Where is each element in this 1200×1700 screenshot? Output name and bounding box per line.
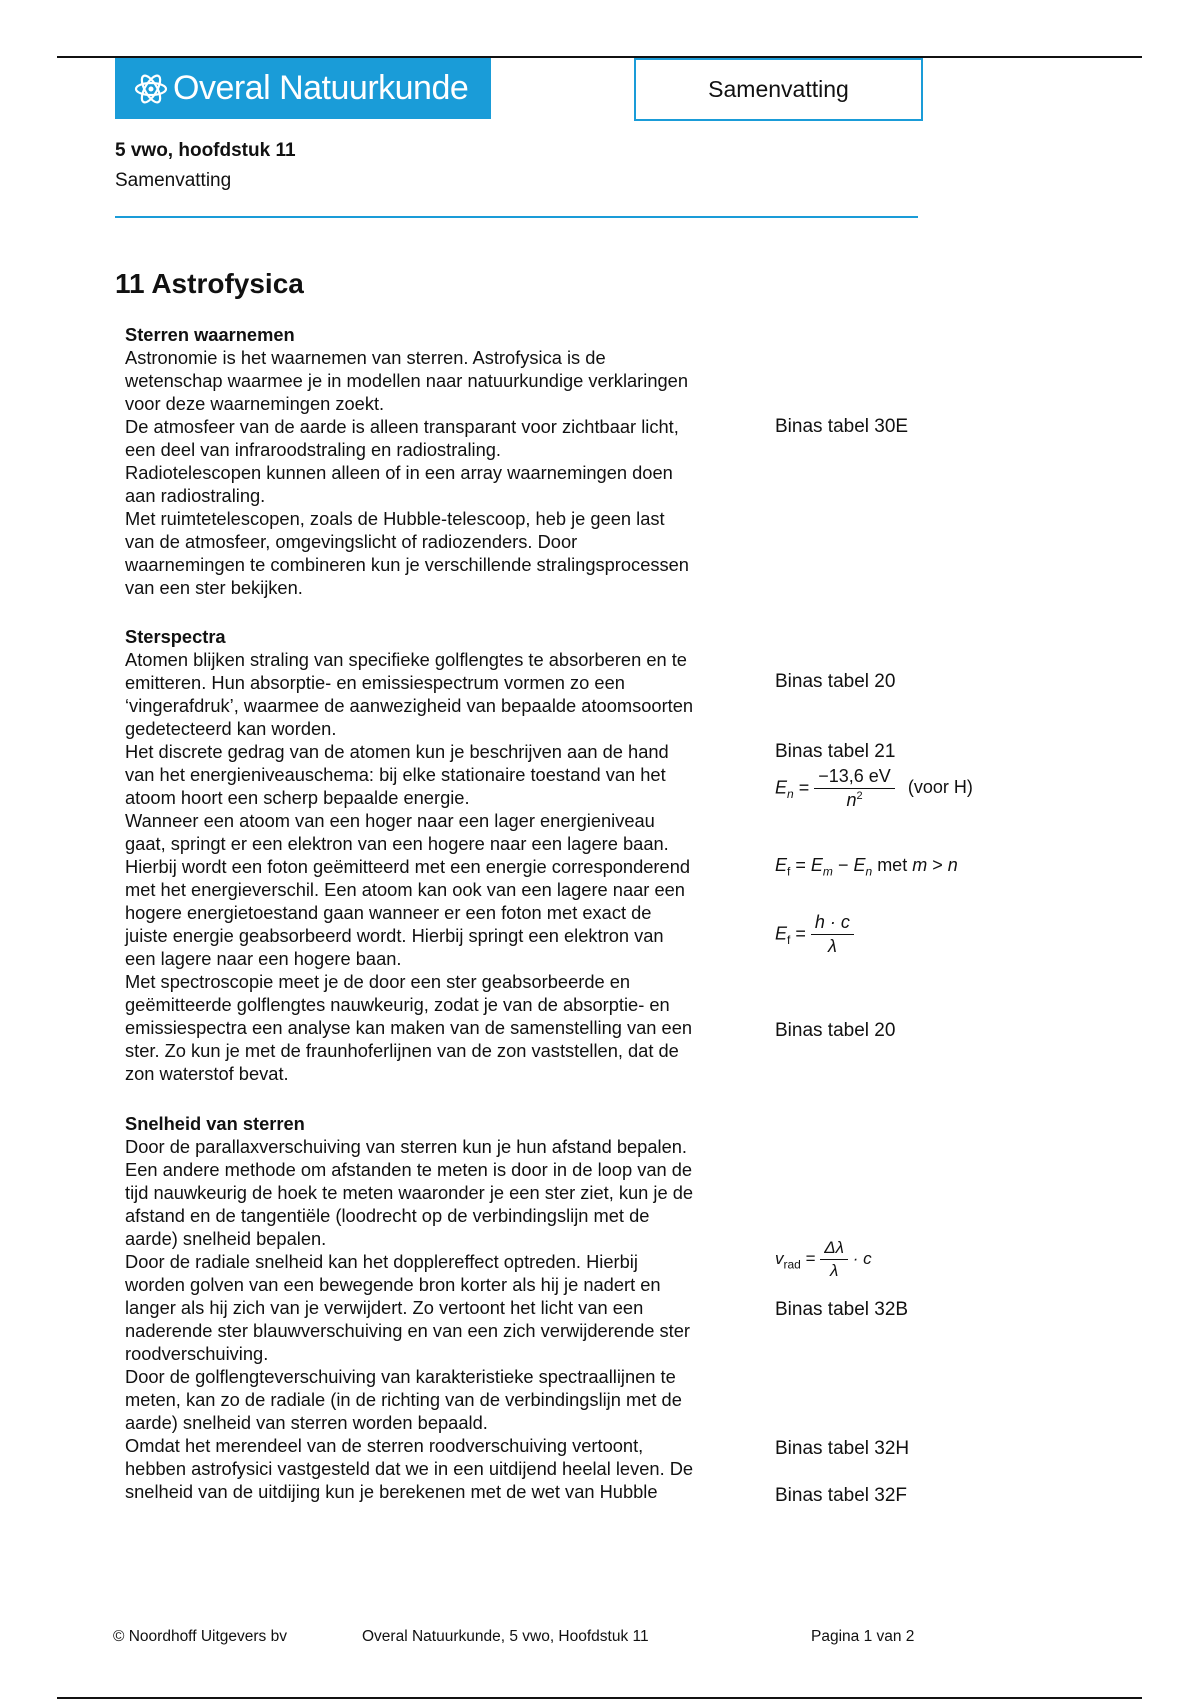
text-line: meten, kan zo de radiale (in de richting van de verbindingslijn met de: [125, 1389, 682, 1410]
binas-ref: Binas tabel 20: [775, 671, 896, 692]
text-line: met het energieverschil. Een atoom kan ook van een lagere naar een: [125, 879, 685, 900]
text-line: hebben astrofysici vastgesteld dat we in een uitdijend heelal leven. De: [125, 1458, 694, 1479]
text-line: afstand en de tangentiële (loodrecht op de verbindingslijn met de: [125, 1205, 650, 1226]
text-line: een deel van infraroodstraling en radiostraling.: [125, 439, 502, 460]
text-line: aarde) snelheid van sterren worden bepaald.: [125, 1412, 488, 1433]
text-line: ‘vingerafdruk’, waarmee de aanwezigheid van bepaalde atoomsoorten: [125, 695, 694, 716]
text-line: Door de golflengteverschuiving van karakteristieke spectraallijnen te: [125, 1366, 676, 1387]
binas-ref: Binas tabel 32F: [775, 1485, 908, 1506]
text-line: wetenschap waarmee je in modellen naar natuurkundige verklaringen: [125, 370, 688, 391]
doc-type: Samenvatting: [115, 170, 232, 191]
footer-book: Overal Natuurkunde, 5 vwo, Hoofdstuk 11: [362, 1628, 649, 1645]
section-heading: Sterren waarnemen: [125, 324, 295, 345]
text-line: langer als hij zich van je verwijdert. Zo vertoont het licht van een: [125, 1297, 644, 1318]
binas-ref: Binas tabel 21: [775, 741, 896, 762]
class-line: 5 vwo, hoofdstuk 11: [115, 140, 296, 161]
photon-energy-difference-formula: $E_f = E_m - E_n$ met m > n: [775, 855, 958, 879]
text-line: gedetecteerd kan worden.: [125, 718, 337, 739]
atom-icon: [133, 71, 169, 107]
text-line: ster. Zo kun je met de fraunhoferlijnen van de zon vaststellen, dat de: [125, 1040, 679, 1061]
text-line: worden golven van een bewegende bron korter als hij je nadert en: [125, 1274, 661, 1295]
text-line: geëmitteerde golflengtes nauwkeurig, zodat je van de absorptie- en: [125, 994, 670, 1015]
energy-level-formula: $E_n$ = $\frac{-13,6 eV}{n^2}$ (voor H): [775, 766, 973, 810]
text-line: van een ster bekijken.: [125, 577, 303, 598]
section-heading: Snelheid van sterren: [125, 1113, 305, 1134]
text-line: atoom hoort een scherp bepaalde energie.: [125, 787, 470, 808]
text-line: Hierbij wordt een foton geëmitteerd met een energie corresponderend: [125, 856, 691, 877]
header-divider: [115, 216, 918, 218]
section-heading: Sterspectra: [125, 626, 226, 647]
text-line: aarde) snelheid bepalen.: [125, 1228, 327, 1249]
summary-label-box: Samenvatting: [634, 58, 923, 121]
text-line: juiste energie geabsorbeerd wordt. Hierbij springt een elektron van: [125, 925, 664, 946]
text-line: Wanneer een atoom van een hoger naar een lager energieniveau: [125, 810, 655, 831]
text-line: Door de parallaxverschuiving van sterren kun je hun afstand bepalen.: [125, 1136, 687, 1157]
bottom-rule: [57, 1697, 1142, 1699]
text-line: naderende ster blauwverschuiving en van een zich verwijderende ster: [125, 1320, 691, 1341]
binas-ref: Binas tabel 20: [775, 1020, 896, 1041]
text-line: emissiespectra een analyse kan maken van de samenstelling van een: [125, 1017, 693, 1038]
doppler-formula: $v_{rad}$ = $\frac{\Delta\lambda}{\lambda}$ · c: [775, 1238, 872, 1280]
footer-publisher: © Noordhoff Uitgevers bv: [113, 1628, 287, 1645]
text-line: gaat, springt er een elektron van een hogere naar een lagere baan.: [125, 833, 669, 854]
brand-logo: [115, 58, 491, 119]
binas-ref: Binas tabel 32H: [775, 1438, 910, 1459]
text-line: voor deze waarnemingen zoekt.: [125, 393, 385, 414]
text-line: van het energieniveauschema: bij elke stationaire toestand van het: [125, 764, 666, 785]
photon-energy-formula: $E_f$ = $\frac{h \cdot c}{\lambda}$: [775, 912, 854, 957]
text-line: emitteren. Hun absorptie- en emissiespectrum vormen zo een: [125, 672, 625, 693]
text-line: Atomen blijken straling van specifieke golflengtes te absorberen en te: [125, 649, 687, 670]
logo-text: Overal Natuurkunde: [173, 69, 469, 107]
text-line: Radiotelescopen kunnen alleen of in een array waarnemingen doen: [125, 462, 673, 483]
footer-page-number: Pagina 1 van 2: [811, 1628, 915, 1645]
text-line: zon waterstof bevat.: [125, 1063, 289, 1084]
text-line: aan radiostraling.: [125, 485, 266, 506]
text-line: Met spectroscopie meet je de door een ster geabsorbeerde en: [125, 971, 631, 992]
binas-ref: Binas tabel 30E: [775, 416, 909, 437]
text-line: Omdat het merendeel van de sterren roodverschuiving vertoont,: [125, 1435, 644, 1456]
text-line: Astronomie is het waarnemen van sterren. Astrofysica is de: [125, 347, 606, 368]
text-line: Het discrete gedrag van de atomen kun je beschrijven aan de hand: [125, 741, 669, 762]
binas-ref: Binas tabel 32B: [775, 1299, 909, 1320]
text-line: hogere energietoestand gaan wanneer er een foton met exact de: [125, 902, 652, 923]
text-line: Met ruimtetelescopen, zoals de Hubble-telescoop, heb je geen last: [125, 508, 665, 529]
text-line: tijd nauwkeurig de hoek te meten waaronder je een ster ziet, kun je de: [125, 1182, 694, 1203]
text-line: roodverschuiving.: [125, 1343, 269, 1364]
text-line: snelheid van de uitdijing kun je berekenen met de wet van Hubble: [125, 1481, 658, 1502]
text-line: van de atmosfeer, omgevingslicht of radiozenders. Door: [125, 531, 578, 552]
text-line: De atmosfeer van de aarde is alleen transparant voor zichtbaar licht,: [125, 416, 679, 437]
chapter-title: 11 Astrofysica: [115, 268, 304, 299]
text-line: een lagere naar een hogere baan.: [125, 948, 402, 969]
text-line: waarnemingen te combineren kun je verschillende stralingsprocessen: [125, 554, 689, 575]
text-line: Door de radiale snelheid kan het dopplereffect optreden. Hierbij: [125, 1251, 638, 1272]
text-line: Een andere methode om afstanden te meten is door in de loop van de: [125, 1159, 693, 1180]
